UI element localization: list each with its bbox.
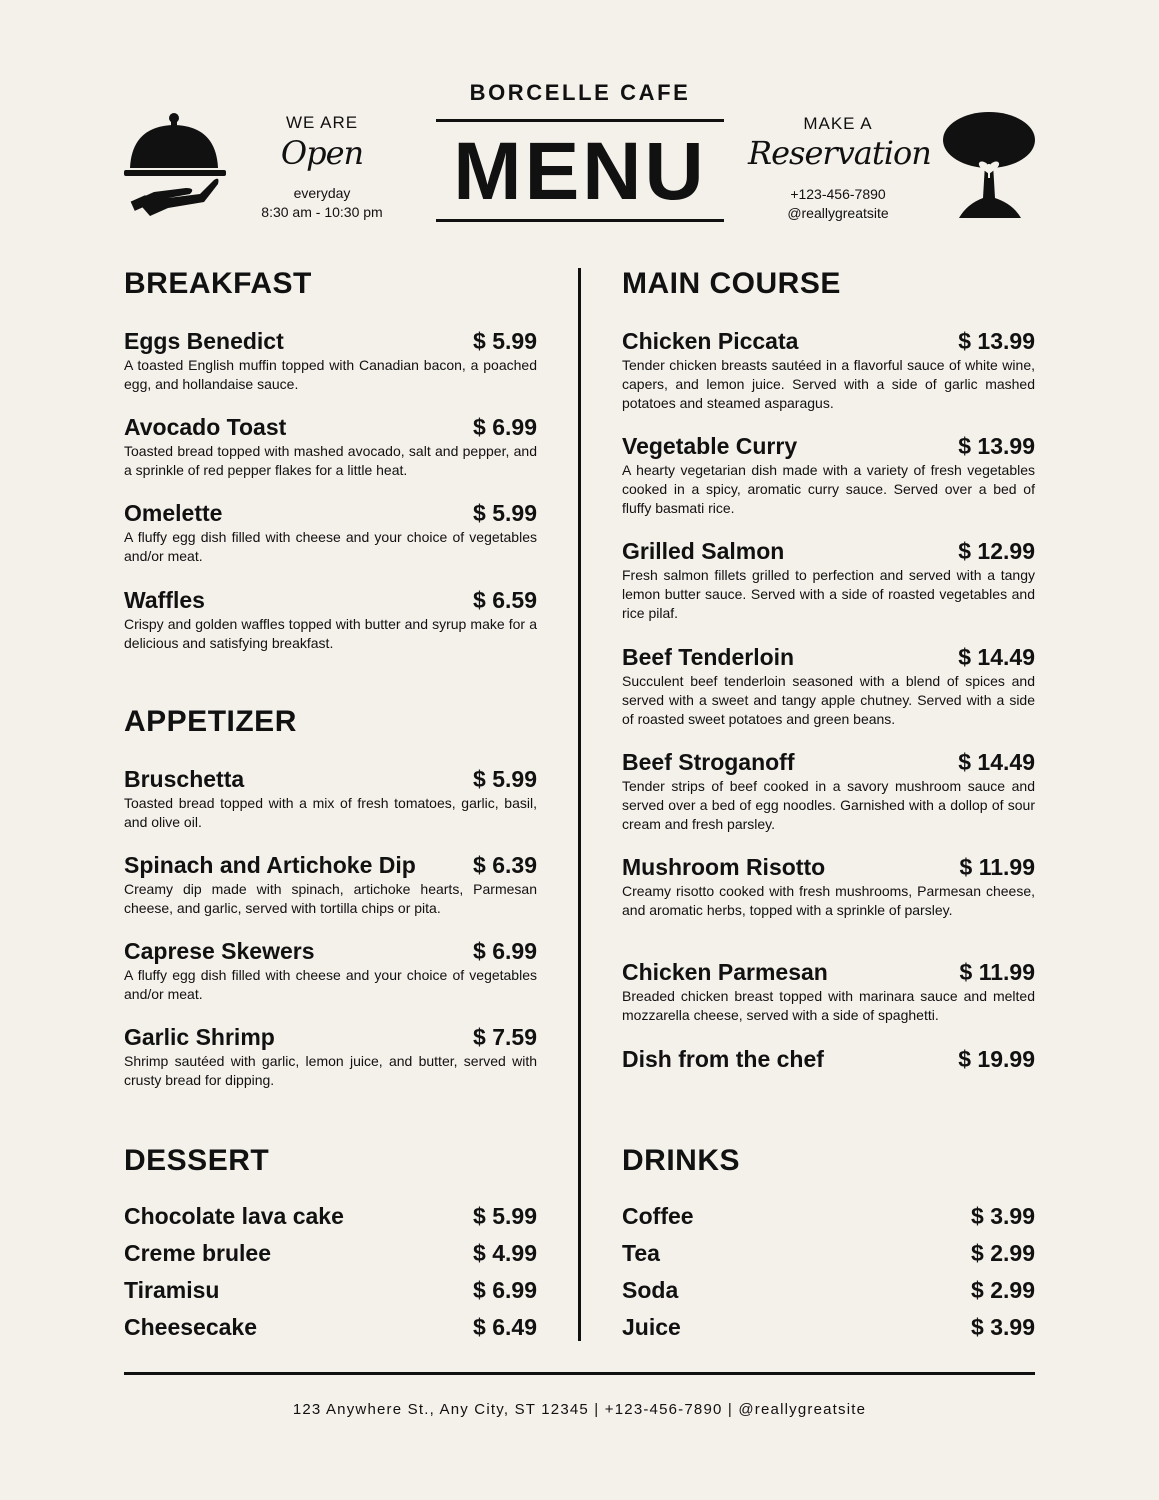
title-top-rule: [436, 119, 724, 122]
menu-item: [124, 1239, 537, 1267]
item-description: Toasted bread topped with mashed avocado, salt and pepper, and a sprinkle of red pepper flakes for a little heat.: [124, 443, 537, 478]
item-name: Garlic Shrimp: [124, 1024, 275, 1050]
item-name: Mushroom Risotto: [622, 854, 826, 880]
make-a-text: MAKE A: [803, 114, 873, 133]
item-price: $ 7.59: [473, 1024, 537, 1050]
item-description: A fluffy egg dish filled with cheese and your choice of vegetables and/or meat.: [124, 529, 537, 564]
item-name: Waffles: [124, 587, 205, 613]
item-price: $ 5.99: [473, 766, 537, 792]
item-name: Tiramisu: [124, 1277, 220, 1303]
menu-item: [124, 1313, 537, 1341]
item-name: Avocado Toast: [124, 414, 287, 440]
menu-item: [124, 1023, 537, 1090]
menu-item: [622, 432, 1035, 518]
item-name: Eggs Benedict: [124, 328, 284, 354]
item-price: $ 2.99: [971, 1240, 1035, 1266]
item-name: Cheesecake: [124, 1314, 257, 1340]
menu-item: [622, 643, 1035, 729]
item-description: Crispy and golden waffles topped with butter and syrup make for a delicious and satisfying breakfast.: [124, 616, 537, 651]
footer-rule: [124, 1372, 1035, 1375]
reservation-website: @reallygreatsite: [787, 205, 889, 221]
item-description: Tender strips of beef cooked in a savory mushroom sauce and served over a bed of egg noodles. Garnished with a dollop of sour cream and fresh parsley.: [622, 778, 1035, 832]
menu-item: [124, 851, 537, 918]
item-price: $ 2.99: [971, 1277, 1035, 1303]
section-title-appetizer: APPETIZER: [124, 705, 297, 738]
item-name: Tea: [622, 1240, 660, 1266]
item-name: Coffee: [622, 1203, 694, 1229]
item-price: $ 6.99: [473, 938, 537, 964]
menu-item: [124, 413, 537, 480]
opening-hours: 8:30 am - 10:30 pm: [261, 204, 383, 220]
item-price: $ 4.99: [473, 1240, 537, 1266]
menu-item: [124, 499, 537, 566]
item-price: $ 3.99: [971, 1314, 1035, 1340]
open-script-text: Open: [280, 134, 364, 172]
item-name: Soda: [622, 1277, 679, 1303]
item-price: $ 6.59: [473, 587, 537, 613]
item-price: $ 11.99: [959, 854, 1035, 880]
item-description: Succulent beef tenderloin seasoned with a blend of spices and served with a sweet and tangy apple chutney. Served with a side of roasted sweet potatoes and green beans.: [622, 673, 1035, 727]
item-name: Juice: [622, 1314, 681, 1340]
item-price: $ 6.99: [473, 1277, 537, 1303]
menu-item: [124, 765, 537, 832]
item-description: A fluffy egg dish filled with cheese and your choice of vegetables and/or meat.: [124, 967, 537, 1002]
item-name: Bruschetta: [124, 766, 245, 792]
section-title-main-course: MAIN COURSE: [622, 267, 841, 300]
item-description: Tender chicken breasts sautéed in a flavorful sauce of white wine, capers, and lemon juice. Served with a side of garlic mashed potatoes and steamed asparagus.: [622, 357, 1035, 411]
item-price: $ 19.99: [958, 1046, 1035, 1072]
item-name: Beef Tenderloin: [622, 644, 795, 670]
item-price: $ 14.49: [958, 749, 1035, 775]
menu-item: [124, 1202, 537, 1230]
item-name: Omelette: [124, 500, 223, 526]
item-price: $ 12.99: [958, 538, 1035, 564]
menu-item: [622, 1313, 1035, 1341]
menu-item: [124, 1276, 537, 1304]
item-price: $ 5.99: [473, 500, 537, 526]
item-description: Breaded chicken breast topped with marinara sauce and melted mozzarella cheese, served with a side of spaghetti.: [622, 988, 1035, 1023]
section-title-drinks: DRINKS: [622, 1144, 741, 1177]
item-name: Vegetable Curry: [622, 433, 798, 459]
tree-heart-icon: [943, 112, 1037, 220]
menu-item: [124, 586, 537, 653]
item-price: $ 13.99: [958, 433, 1035, 459]
we-are-text: WE ARE: [285, 113, 359, 132]
item-description: Creamy risotto cooked with fresh mushrooms, Parmesan cheese, and aromatic herbs, topped with a sprinkle of parsley.: [622, 883, 1035, 918]
item-name: Chicken Piccata: [622, 328, 799, 354]
item-description: Toasted bread topped with a mix of fresh tomatoes, garlic, basil, and olive oil.: [124, 795, 537, 830]
item-name: Beef Stroganoff: [622, 749, 795, 775]
menu-item: [622, 748, 1035, 834]
cafe-name: BORCELLE CAFE: [469, 80, 691, 105]
item-name: Grilled Salmon: [622, 538, 785, 564]
menu-item: [622, 327, 1035, 413]
section-title-dessert: DESSERT: [124, 1144, 270, 1177]
title-bottom-rule: [436, 219, 724, 222]
menu-item: [622, 853, 1035, 920]
menu-item: [622, 1202, 1035, 1230]
column-divider: [578, 268, 581, 1341]
menu-item: [622, 537, 1035, 623]
item-price: $ 5.99: [473, 328, 537, 354]
menu-item: [124, 937, 537, 1004]
footer-contact: 123 Anywhere St., Any City, ST 12345 | +123-456-7890 | @reallygreatsite: [292, 1401, 867, 1418]
item-price: $ 3.99: [971, 1203, 1035, 1229]
item-description: Fresh salmon fillets grilled to perfection and served with a tangy lemon butter sauce. Served with a side of roasted vegetables and rice pilaf.: [622, 567, 1035, 621]
menu-item: [124, 327, 537, 394]
item-name: Spinach and Artichoke Dip: [124, 852, 416, 878]
item-name: Chocolate lava cake: [124, 1203, 344, 1229]
menu-item: [622, 958, 1035, 1025]
item-price: $ 5.99: [473, 1203, 537, 1229]
item-price: $ 6.99: [473, 414, 537, 440]
menu-item: [622, 1045, 1035, 1073]
everyday-text: everyday: [293, 185, 351, 201]
item-price: $ 13.99: [958, 328, 1035, 354]
reservation-script-text: Reservation: [748, 134, 931, 172]
item-price: $ 14.49: [958, 644, 1035, 670]
reservation-phone: +123-456-7890: [790, 186, 886, 202]
item-name: Creme brulee: [124, 1240, 272, 1266]
menu-item: [622, 1276, 1035, 1304]
item-name: Dish from the chef: [622, 1046, 824, 1072]
section-title-breakfast: BREAKFAST: [124, 267, 312, 300]
item-price: $ 6.39: [473, 852, 537, 878]
item-price: $ 11.99: [959, 959, 1035, 985]
item-name: Caprese Skewers: [124, 938, 315, 964]
item-description: Shrimp sautéed with garlic, lemon juice, and butter, served with crusty bread for dipping.: [124, 1053, 537, 1088]
item-description: Creamy dip made with spinach, artichoke hearts, Parmesan cheese, and garlic, served with tortilla chips or pita.: [124, 881, 537, 916]
item-name: Chicken Parmesan: [622, 959, 828, 985]
menu-title: MENU: [453, 126, 707, 217]
menu-item: [622, 1239, 1035, 1267]
item-description: A toasted English muffin topped with Canadian bacon, a poached egg, and hollandaise sauce.: [124, 357, 537, 392]
item-price: $ 6.49: [473, 1314, 537, 1340]
item-description: A hearty vegetarian dish made with a variety of fresh vegetables cooked in a spicy, aromatic curry sauce. Served over a bed of fluffy basmati rice.: [622, 462, 1035, 516]
cloche-hand-icon: [124, 112, 228, 220]
